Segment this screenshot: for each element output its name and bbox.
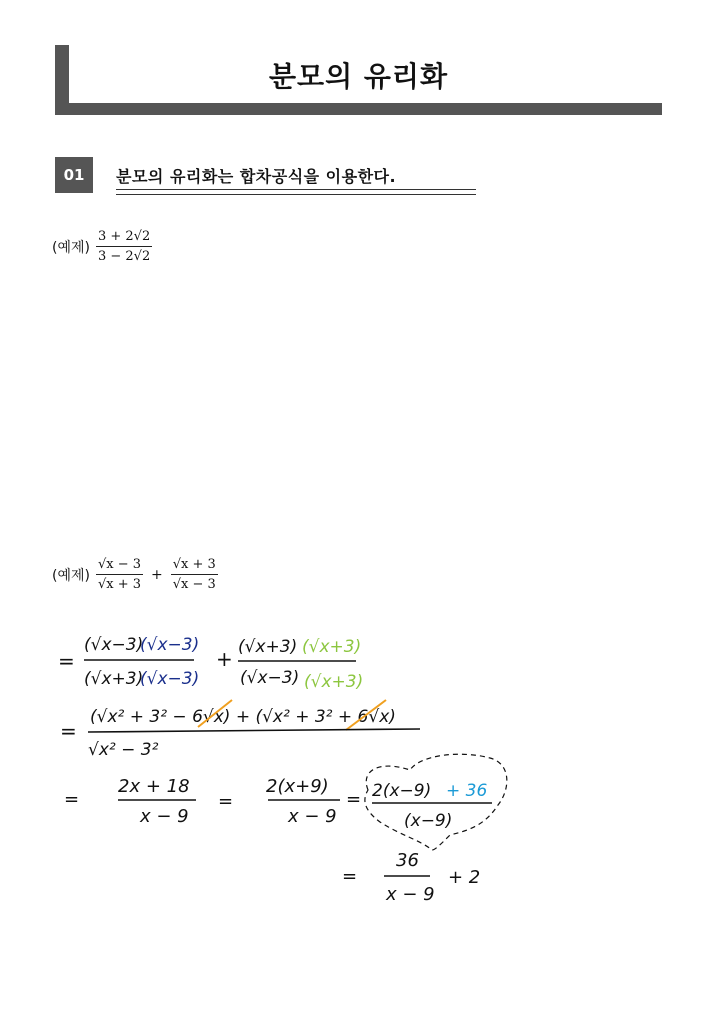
- solution-line-3: [64, 754, 507, 850]
- fraction-numerator: 3 + 2√2: [96, 229, 152, 247]
- equals-sign: =: [58, 649, 75, 673]
- final-numerator: 36: [396, 850, 419, 871]
- frac1-denominator: x − 9: [140, 806, 189, 827]
- term1-denominator-blue: (√x−3): [140, 669, 200, 689]
- fraction-numerator: √x + 3: [171, 557, 218, 575]
- equals-sign: =: [60, 719, 77, 743]
- equals-sign: =: [218, 791, 234, 812]
- plus-sign: +: [216, 647, 233, 671]
- page-title: 분모의 유리화: [268, 60, 449, 93]
- fraction-bar: [88, 729, 420, 732]
- final-denominator: x − 9: [386, 884, 435, 905]
- fraction-denominator: √x + 3: [97, 577, 142, 592]
- solution-line-2: [60, 700, 420, 760]
- frac3-added-term: + 36: [446, 781, 488, 801]
- example-label: (예제): [52, 239, 90, 256]
- term2-denominator-black: (√x−3): [240, 668, 300, 688]
- plus-operator: +: [151, 566, 163, 583]
- frac2-denominator: x − 9: [288, 806, 337, 827]
- term1-denominator-black: (√x+3): [84, 669, 144, 689]
- equals-sign: =: [346, 789, 362, 810]
- frac3-numerator: 2(x−9): [372, 781, 432, 801]
- term2-numerator-black: (√x+3): [238, 637, 298, 657]
- term1-numerator-black: (√x−3): [84, 635, 144, 655]
- line2-denominator: √x² − 3²: [88, 740, 159, 760]
- term1-numerator-blue: (√x−3): [140, 635, 200, 655]
- dashed-heart-outline: [365, 754, 507, 850]
- section-number-badge: 01: [55, 157, 93, 193]
- term2-denominator-green: (√x+3): [304, 672, 364, 692]
- line2-numerator: (√x² + 3² − 6√x) + (√x² + 3² + 6√x): [90, 707, 396, 727]
- solution-line-4: [342, 850, 480, 905]
- frac3-denominator: (x−9): [404, 811, 453, 831]
- equals-sign: =: [342, 866, 358, 887]
- section-heading: 분모의 유리화는 합차공식을 이용한다.: [116, 167, 397, 186]
- equals-sign: =: [64, 789, 80, 810]
- final-tail: + 2: [448, 867, 481, 888]
- fraction-denominator: 3 − 2√2: [97, 249, 151, 264]
- example-label: (예제): [52, 567, 90, 584]
- solution-line-1: [58, 635, 363, 692]
- fraction-numerator: √x − 3: [96, 557, 143, 575]
- term2-numerator-green: (√x+3): [302, 637, 362, 657]
- frac2-numerator: 2(x+9): [266, 776, 329, 797]
- fraction-denominator: √x − 3: [172, 577, 216, 592]
- frac1-numerator: 2x + 18: [118, 776, 190, 797]
